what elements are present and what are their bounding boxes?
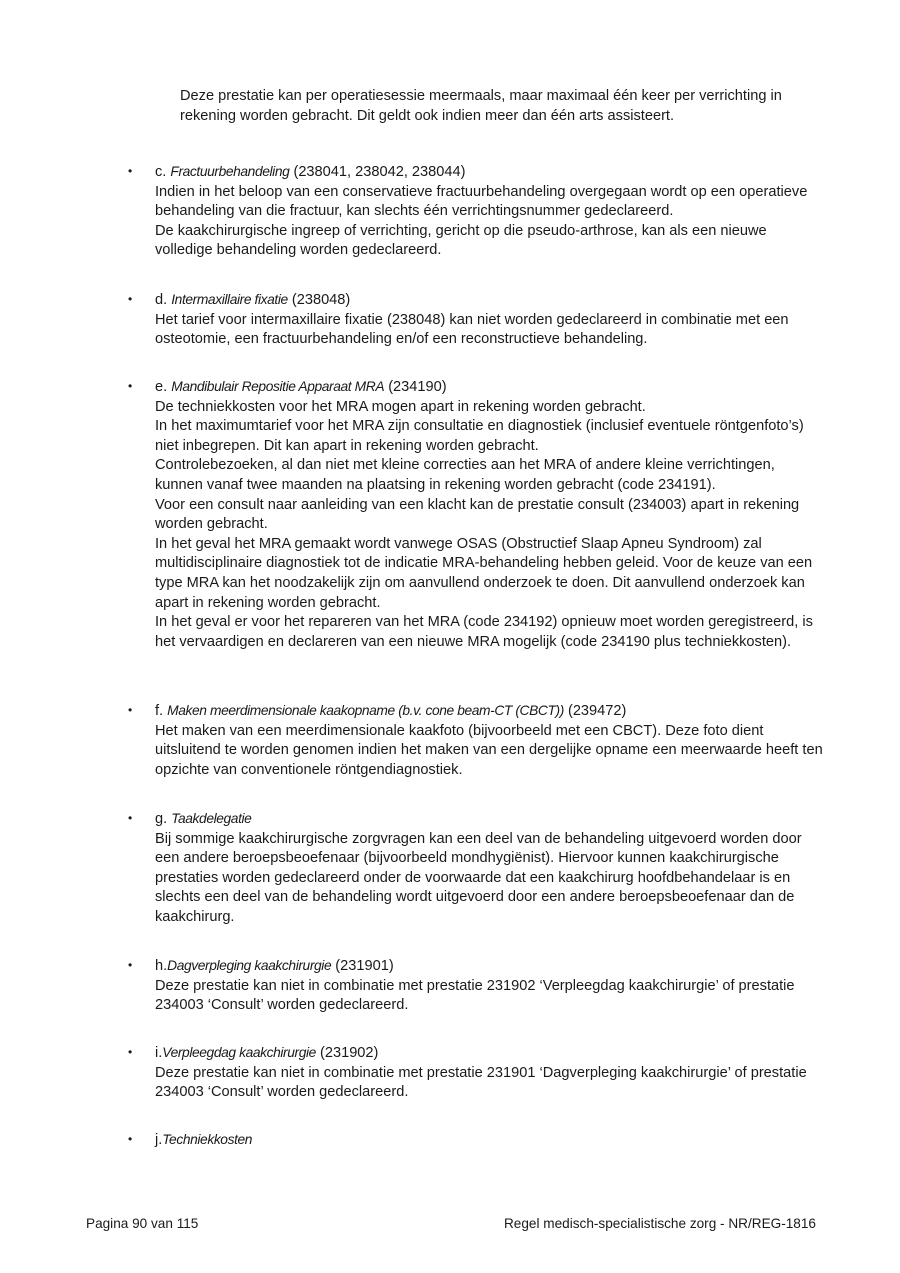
item-heading: c. Fractuurbehandeling (238041, 238042, 238044) [155,164,466,180]
paragraph: In het geval het MRA gemaakt wordt vanwege OSAS (Obstructief Slaap Apneu Syndroom) zal multidisciplinaire diagnostiek tot de indicatie MRA-behandeling hebben geleid. Voor de keuze van een type MRA kan het noodzakelijk zijn om aanvullend onderzoek te doen. Dit aanvullend onderzoek kan apart in rekening worden gebracht. [155,535,813,611]
item-heading: i.Verpleegdag kaakchirurgie (231902) [155,1045,379,1061]
bullet: • [128,292,133,306]
item-codes: (238048) [291,292,351,308]
item-title: Verpleegdag kaakchirurgie [162,1045,316,1060]
item-title: Taakdelegatie [171,811,252,826]
document-reference: Regel medisch-specialistische zorg - NR/REG-1816 [503,1216,816,1231]
bullet: • [128,811,133,825]
bullet: • [128,379,133,393]
item-codes: (231902) [319,1045,379,1061]
bullet: • [128,1045,133,1059]
paragraph: In het geval er voor het repareren van het MRA (code 234192) opnieuw moet worden geregistreerd, is het vervaardigen en declareren van een nieuwe MRA mogelijk (code 234190 plus techniekkosten). [155,614,813,650]
page-number: Pagina 90 van 115 [86,1216,199,1231]
item-codes: (231901) [335,958,394,974]
item-heading: e. Mandibulair Repositie Apparaat MRA (234190) [155,379,447,395]
bullet: • [128,164,133,178]
item-codes: (234190) [388,379,447,395]
paragraph: Voor een consult naar aanleiding van een klacht kan de prestatie consult (234003) apart in rekening worden gebracht. [155,496,800,533]
bullet: • [128,1132,133,1146]
item-codes: (239472) [567,703,627,719]
bullet: • [128,958,133,972]
paragraph: Het tarief voor intermaxillaire fixatie (238048) kan niet worden gedeclareerd in combinatie met een osteotomie, een fractuurbehandeling en/of een reconstructieve behandeling. [155,311,789,348]
item-title: Maken meerdimensionale kaakopname (b.v. cone beam-CT (CBCT)) [167,703,564,718]
bullet: • [128,703,133,717]
paragraph: In het maximumtarief voor het MRA zijn consultatie en diagnostiek (inclusief eventuele röntgenfoto’s) niet inbegrepen. Dit kan apart in rekening worden gebracht. [155,418,804,454]
item-heading: h.Dagverpleging kaakchirurgie (231901) [155,958,394,974]
paragraph: De techniekkosten voor het MRA mogen apart in rekening worden gebracht. [155,398,646,415]
paragraph: Controlebezoeken, al dan niet met kleine correcties aan het MRA of andere kleine verrichtingen, kunnen vanaf twee maanden na plaatsing in rekening worden gebracht (code 234191). [155,457,775,493]
intro-paragraph: Deze prestatie kan per operatiesessie meermaals, maar maximaal één keer per verrichting in rekening worden gebracht. Dit geldt ook indien meer dan één arts assisteert. [180,88,782,124]
paragraph: Het maken van een meerdimensionale kaakfoto (bijvoorbeeld met een CBCT). Deze foto dient uitsluitend te worden genomen indien het maken van een dergelijke opname een meerwaarde heeft ten opzichte van conventionele röntgendiagnostiek. [155,722,823,778]
paragraph: De kaakchirurgische ingreep of verrichting, gericht op die pseudo-arthrose, kan als een nieuwe volledige behandeling worden gedeclareerd. [155,222,767,259]
item-title: Intermaxillaire fixatie [171,292,288,307]
item-heading: d. Intermaxillaire fixatie (238048) [155,292,351,308]
paragraph: Deze prestatie kan niet in combinatie met prestatie 231902 ‘Verpleegdag kaakchirurgie’ of prestatie 234003 ‘Consult’ worden gedeclareerd. [155,977,795,1014]
paragraph: Deze prestatie kan niet in combinatie met prestatie 231901 ‘Dagverpleging kaakchirurgie’ of prestatie 234003 ‘Consult’ worden gedeclareerd. [155,1064,807,1101]
item-heading: j.Techniekkosten [155,1132,253,1148]
item-heading: g. Taakdelegatie [155,811,252,827]
item-title: Fractuurbehandeling [170,164,290,179]
paragraph: Indien in het beloop van een conservatieve fractuurbehandeling overgegaan wordt op een operatieve behandeling van die fractuur, kan slechts één verrichtingsnummer gedeclareerd. [155,183,808,220]
item-title: Techniekkosten [162,1132,253,1147]
item-title: Mandibulair Repositie Apparaat MRA [171,379,385,394]
paragraph: Bij sommige kaakchirurgische zorgvragen kan een deel van de behandeling uitgevoerd worden door een andere beroepsbeoefenaar (bijvoorbeeld mondhygiënist). Hiervoor kunnen kaakchirurgische prestaties worden gedeclareerd onder de voorwaarde dat een kaakchirurg hoofdbehandelaar is en slechts een deel van de behandeling wordt uitgevoerd door een andere beroepsbeoefenaar dan de kaakchirurg. [155,830,802,925]
item-title: Dagverpleging kaakchirurgie [167,958,332,973]
item-codes: (238041, 238042, 238044) [293,164,466,180]
item-heading: f. Maken meerdimensionale kaakopname (b.v. cone beam-CT (CBCT)) (239472) [155,703,627,719]
